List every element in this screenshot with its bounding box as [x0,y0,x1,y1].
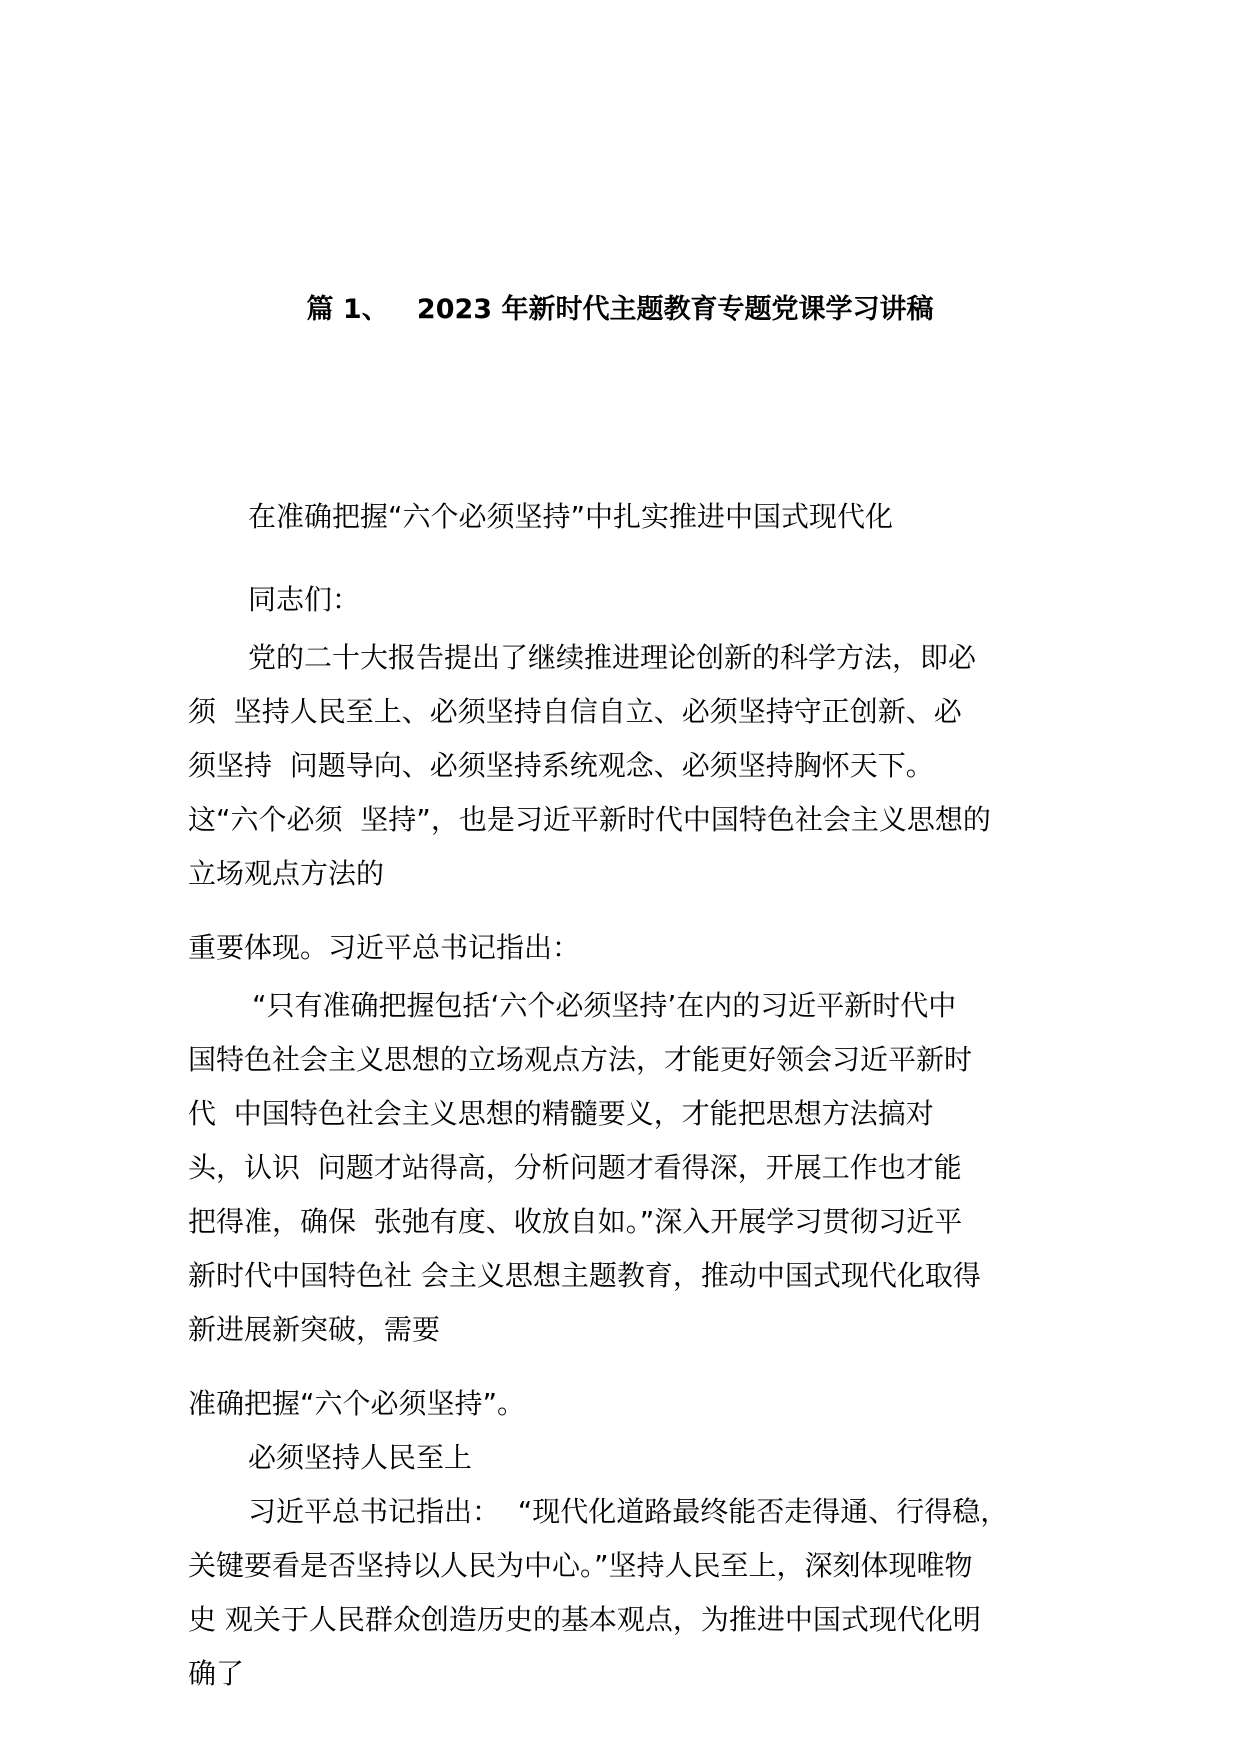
quote-line: 把得准，确保 张弛有度、收放自如。”深入开展学习贯彻习近平 [188,1205,963,1238]
paragraph-line: 关键要看是否坚持以人民为中心。”坚持人民至上，深刻体现唯物 [188,1549,973,1582]
paragraph-line: 党的二十大报告提出了继续推进理论创新的科学方法，即必 [248,641,977,674]
subsection-heading: 必须坚持人民至上 [248,1441,473,1474]
salutation: 同志们： [248,583,361,616]
paragraph-line: 立场观点方法的 [188,857,385,890]
document-title: 篇 1、 2023 年新时代主题教育专题党课学习讲稿 [306,294,934,325]
paragraph-line: 这“六个必须 坚持”，也是习近平新时代中国特色社会主义思想的 [188,803,991,836]
paragraph-line: 重要体现。习近平总书记指出： [188,931,581,964]
paragraph-line: 须 坚持人民至上、必须坚持自信自立、必须坚持守正创新、必 [188,695,962,728]
paragraph-line: 准确把握“六个必须坚持”。 [188,1387,526,1420]
quote-line: 国特色社会主义思想的立场观点方法，才能更好领会习近平新时 [188,1043,973,1076]
quote-line: 代 中国特色社会主义思想的精髓要义，才能把思想方法搞对 [188,1097,934,1130]
paragraph-line: 习近平总书记指出： “现代化道路最终能否走得通、行得稳， [248,1495,1009,1528]
quote-line: 头，认识 问题才站得高，分析问题才看得深，开展工作也才能 [188,1151,962,1184]
section-heading: 在准确把握“六个必须坚持”中扎实推进中国式现代化 [248,500,894,533]
quote-line: 新时代中国特色社 会主义思想主题教育，推动中国式现代化取得 [188,1259,981,1292]
quote-line: 新进展新突破，需要 [188,1313,441,1346]
quote-line: “只有准确把握包括‘六个必须坚持’在内的习近平新时代中 [252,989,957,1022]
paragraph-line: 史 观关于人民群众创造历史的基本观点，为推进中国式现代化明 [188,1603,981,1636]
paragraph-line: 确了 [188,1657,245,1690]
paragraph-line: 须坚持 问题导向、必须坚持系统观念、必须坚持胸怀天下。 [188,749,934,782]
